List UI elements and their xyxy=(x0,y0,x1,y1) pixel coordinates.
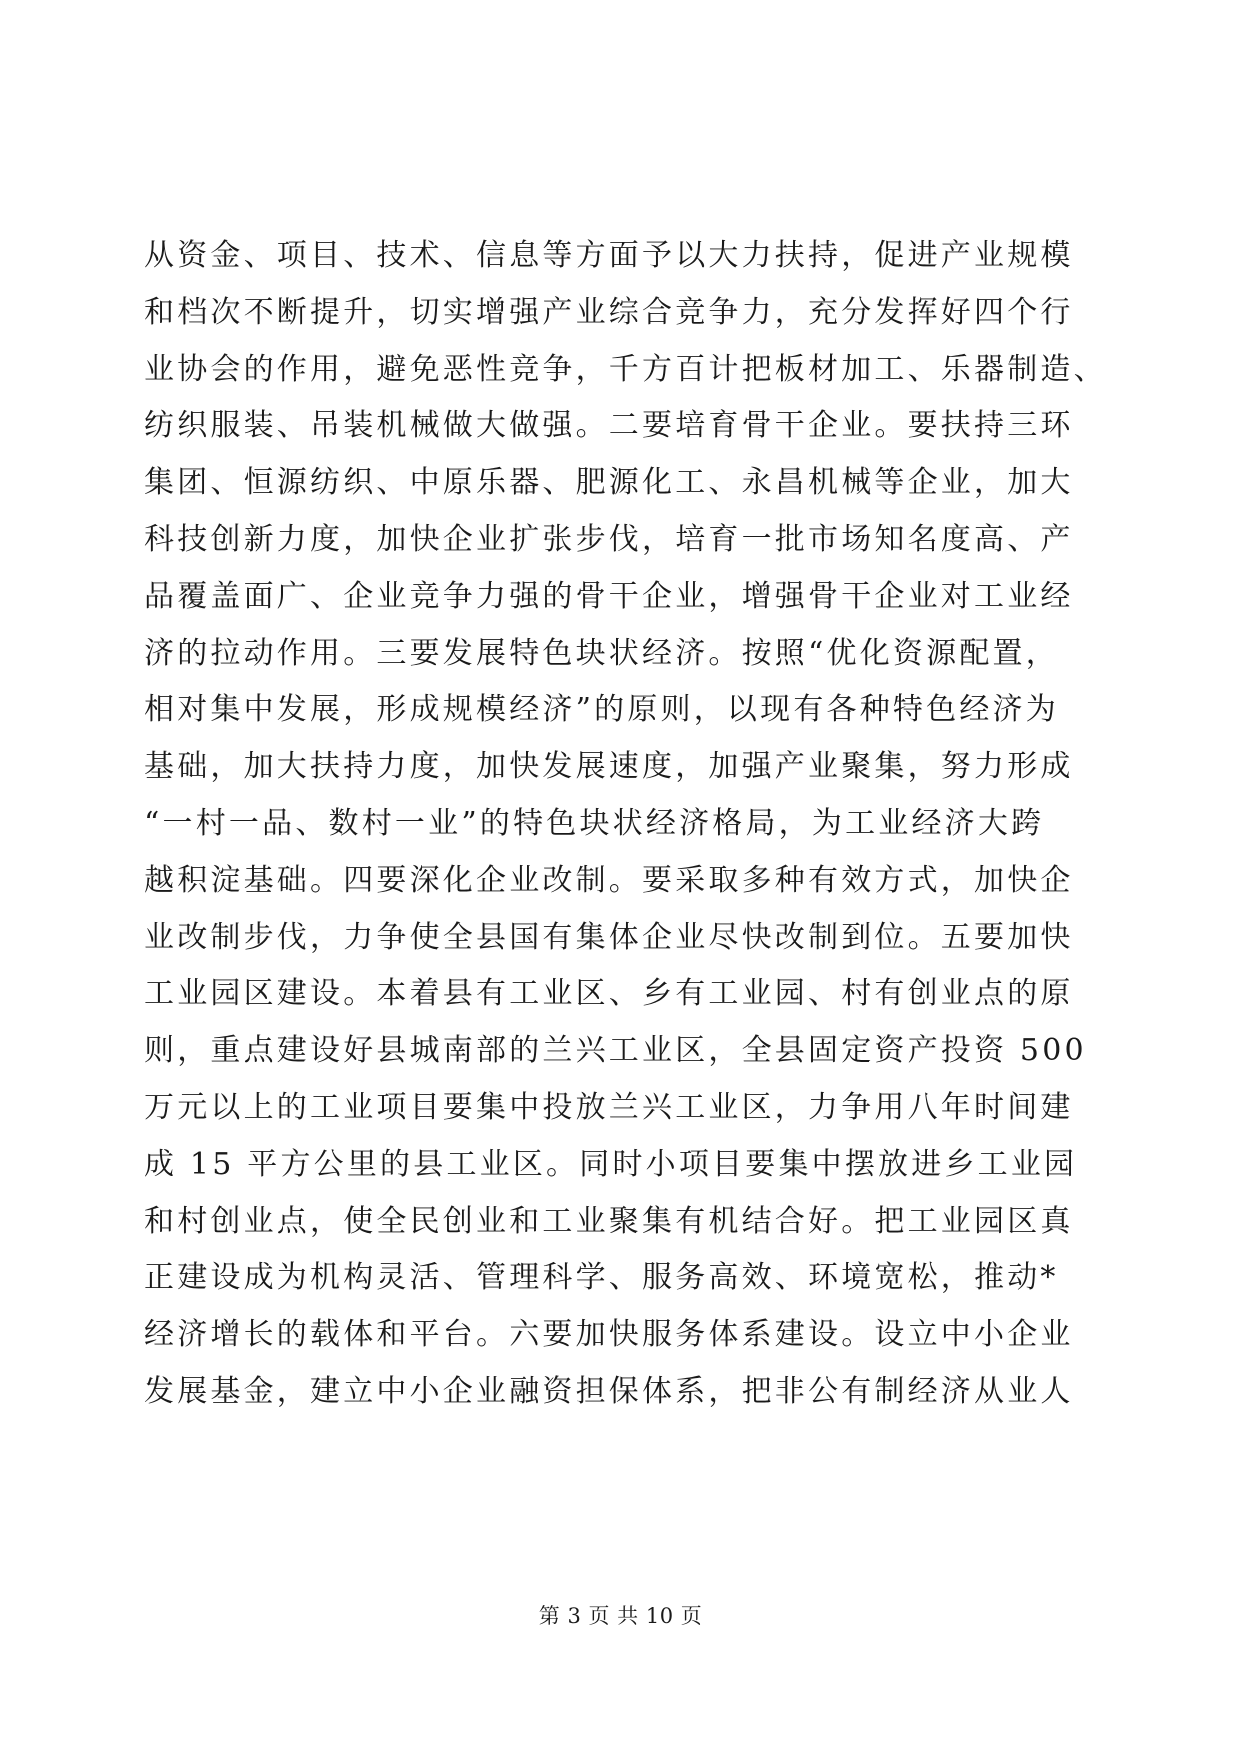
text-line: 业协会的作用，避免恶性竞争，千方百计把板材加工、乐器制造、 xyxy=(144,351,1107,387)
text-line: 品覆盖面广、企业竞争力强的骨干企业，增强骨干企业对工业经 xyxy=(144,578,1074,614)
body-text xyxy=(144,228,1107,1421)
text-line: 成 15 平方公里的县工业区。同时小项目要集中摆放进乡工业园 xyxy=(144,1146,1078,1182)
text-line: 万元以上的工业项目要集中投放兰兴工业区，力争用八年时间建 xyxy=(144,1089,1074,1125)
text-line: 业改制步伐，力争使全县国有集体企业尽快改制到位。五要加快 xyxy=(144,919,1074,955)
page-number-label: 第 3 页 共 10 页 xyxy=(538,1604,703,1628)
text-line: 越积淀基础。四要深化企业改制。要采取多种有效方式，加快企 xyxy=(144,862,1074,898)
text-line: 工业园区建设。本着县有工业区、乡有工业园、村有创业点的原 xyxy=(144,976,1074,1012)
text-line: “一村一品、数村一业”的特色块状经济格局，为工业经济大跨 xyxy=(144,805,1045,841)
text-line: 正建设成为机构灵活、管理科学、服务高效、环境宽松，推动* xyxy=(144,1260,1059,1296)
text-line: 科技创新力度，加快企业扩张步伐，培育一批市场知名度高、产 xyxy=(144,521,1074,557)
text-line: 基础，加大扶持力度，加快发展速度，加强产业聚集，努力形成 xyxy=(144,749,1074,785)
text-line: 则，重点建设好县城南部的兰兴工业区，全县固定资产投资 500 xyxy=(144,1033,1087,1069)
text-line: 纺织服装、吊装机械做大做强。二要培育骨干企业。要扶持三环 xyxy=(144,408,1074,444)
text-line: 集团、恒源纺织、中原乐器、肥源化工、永昌机械等企业，加大 xyxy=(144,465,1074,501)
page-footer xyxy=(0,1600,1241,1630)
text-line: 相对集中发展，形成规模经济”的原则，以现有各种特色经济为 xyxy=(144,692,1059,728)
text-line: 经济增长的载体和平台。六要加快服务体系建设。设立中小企业 xyxy=(144,1317,1074,1353)
text-line: 和村创业点，使全民创业和工业聚集有机结合好。把工业园区真 xyxy=(144,1203,1074,1239)
text-line: 发展基金，建立中小企业融资担保体系，把非公有制经济从业人 xyxy=(144,1373,1074,1409)
text-line: 济的拉动作用。三要发展特色块状经济。按照“优化资源配置， xyxy=(144,635,1059,671)
text-line: 从资金、项目、技术、信息等方面予以大力扶持，促进产业规模 xyxy=(144,238,1074,273)
text-line: 和档次不断提升，切实增强产业综合竞争力，充分发挥好四个行 xyxy=(144,294,1074,330)
